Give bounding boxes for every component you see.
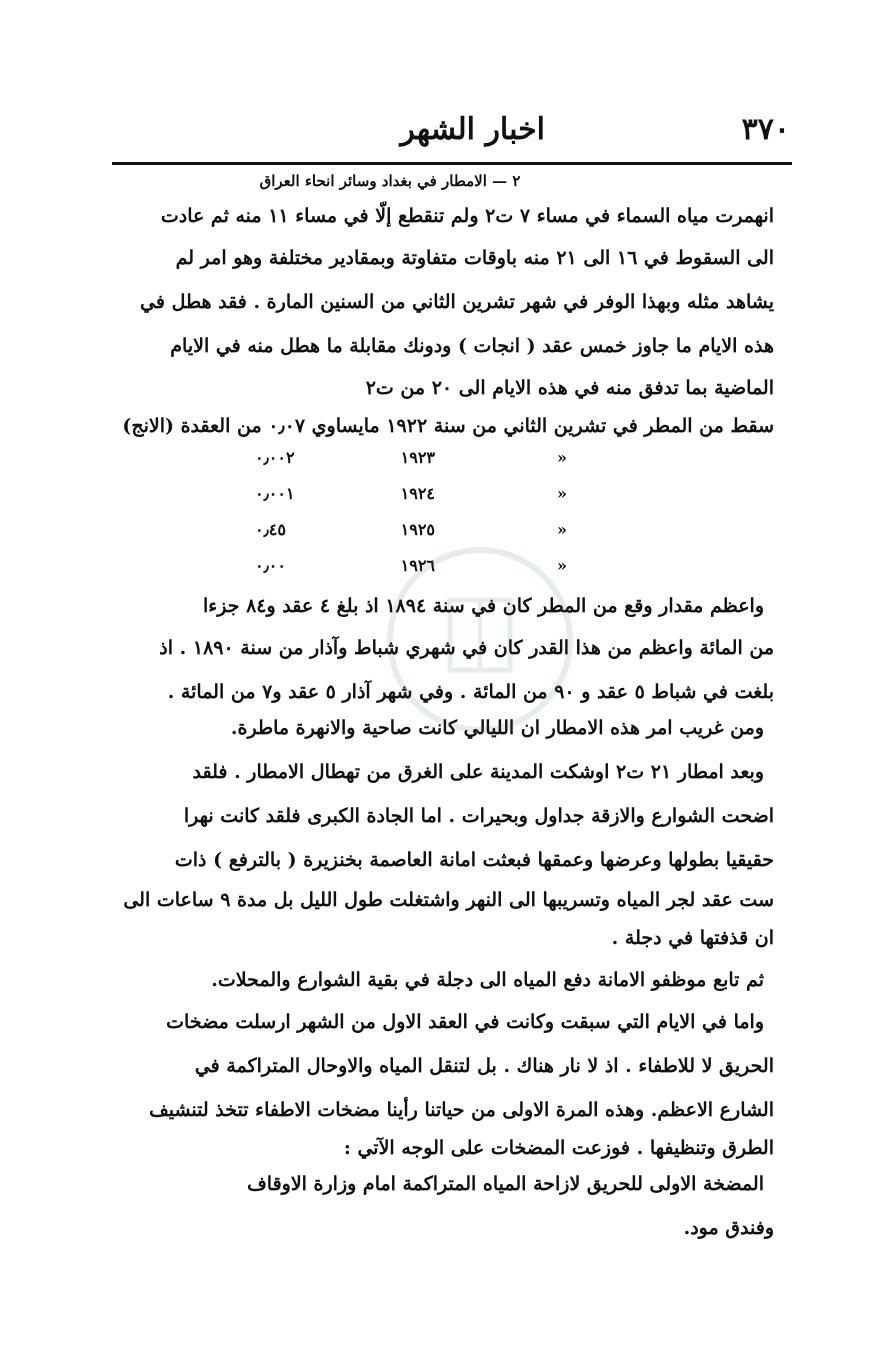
table-value: ٠٫٠٠: [255, 556, 286, 575]
page-number: ٣٧٠: [741, 112, 790, 147]
text-line: من المائة واعظم من هذا القدر كان في شهري شباط وآذار من سنة ١٨٩٠ . اذ: [159, 637, 774, 659]
text-line: اضحت الشوارع والازقة جداول وبحيرات . اما الجادة الكبرى فلقد كانت نهرا: [183, 805, 774, 827]
text-line: ثم تابع موظفو الامانة دفع المياه الى دجلة في بقية الشوارع والمحلات.: [211, 969, 764, 991]
table-row: [255, 448, 575, 476]
ditto-mark: «: [557, 556, 567, 575]
text-line: هذه الايام ما جاوز خمس عقد ( انجات ) ودونك مقابلة ما هطل منه في الايام: [170, 335, 774, 357]
library-watermark-icon: [380, 540, 580, 740]
text-line: حقيقيا بطولها وعرضها وعمقها فبعثت امانة العاصمة بخنزيرة ( بالترفع ) ذات: [174, 849, 774, 871]
section-heading: ٢ — الامطار في بغداد وسائر انحاء العراق: [259, 172, 521, 190]
text-line: الطرق وتنظيفها . فوزعت المضخات على الوجه الآتي :: [343, 1137, 774, 1159]
table-year: ١٩٢٤: [400, 484, 435, 503]
rain-intro-line: سقط من المطر في تشرين الثاني من سنة ١٩٢٢ مايساوي ٠٫٠٧ من العقدة (الانج): [122, 415, 774, 437]
text-line: وفندق مود.: [683, 1217, 774, 1239]
header-rule: [112, 162, 792, 165]
text-line: الى السقوط في ١٦ الى ٢١ منه باوقات متفاوتة وبمقادير مختلفة وهو امر لم: [175, 247, 774, 269]
text-line: واعظم مقدار وقع من المطر كان في سنة ١٨٩٤ اذ بلغ ٤ عقد و٨٤ جزءا: [203, 595, 764, 617]
text-line: الماضية بما تدفق منه في هذه الايام الى ٢٠ من ت٢: [365, 377, 774, 399]
table-year: ١٩٢٣: [400, 448, 435, 467]
text-line: وبعد امطار ٢١ ت٢ اوشكت المدينة على الغرق من تهطال الامطار . فلقد: [192, 761, 764, 783]
text-line: انهمرت مياه السماء في مساء ٧ ت٢ ولم تنقطع إلّا في مساء ١١ منه ثم عادت: [160, 205, 774, 227]
table-year: ١٩٢٥: [400, 520, 435, 539]
running-title: اخبار الشهر: [400, 112, 545, 147]
text-line: ست عقد لجر المياه وتسريبها الى النهر واشتغلت طول الليل بل مدة ٩ ساعات الى: [123, 889, 774, 911]
table-year: ١٩٢٦: [400, 556, 435, 575]
table-value: ٠٫٠٠١: [255, 484, 295, 503]
table-value: ٠٫٠٠٢: [255, 448, 295, 467]
table-value: ٠٫٤٥: [255, 520, 286, 539]
text-line: الحريق لا للاطفاء . اذ لا نار هناك . بل لتنقل المياه والاوحال المتراكمة في: [194, 1055, 774, 1077]
text-line: يشاهد مثله وبهذا الوفر في شهر تشرين الثاني من السنين المارة . فقد هطل في: [140, 291, 774, 313]
ditto-mark: «: [557, 448, 567, 467]
text-line: بلغت في شباط ٥ عقد و ٩٠ من المائة . وفي شهر آذار ٥ عقد و٧ من المائة .: [167, 681, 774, 703]
table-row: [255, 484, 575, 512]
text-line: الشارع الاعظم. وهذه المرة الاولى من حياتنا رأينا مضخات الاطفاء تتخذ لتنشيف: [149, 1099, 774, 1121]
text-line: واما في الايام التي سبقت وكانت في العقد الاول من الشهر ارسلت مضخات: [166, 1011, 764, 1033]
ditto-mark: «: [557, 484, 567, 503]
text-line: ان قذفتها في دجلة .: [611, 927, 774, 949]
text-line: المضخة الاولى للحريق لازاحة المياه المتراكمة امام وزارة الاوقاف: [247, 1173, 764, 1195]
text-line: ومن غريب امر هذه الامطار ان الليالي كانت صاحية والانهرة ماطرة.: [230, 717, 764, 739]
page-header: [110, 112, 790, 162]
ditto-mark: «: [557, 520, 567, 539]
